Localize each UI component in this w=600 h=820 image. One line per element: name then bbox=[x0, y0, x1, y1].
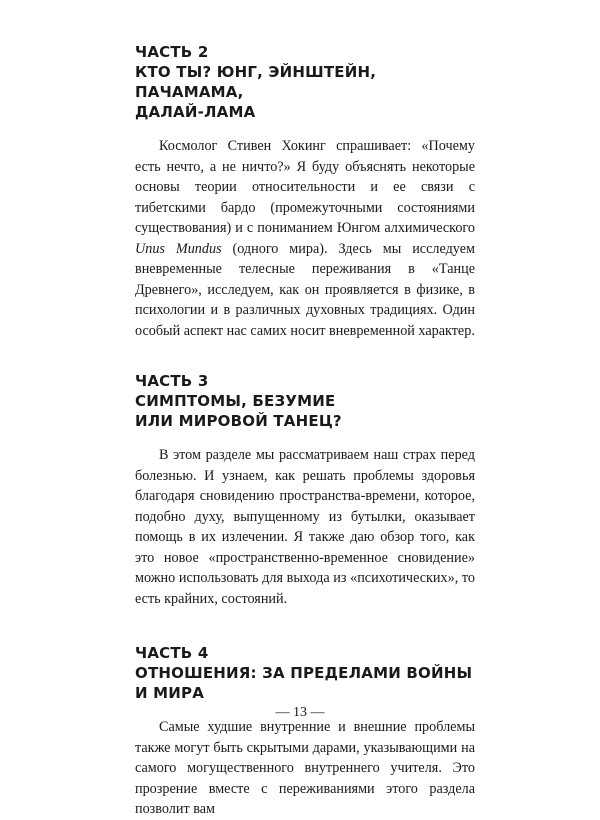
section-part-2 bbox=[135, 42, 475, 341]
body-italic-term: Unus Mundus bbox=[135, 240, 222, 257]
section-title: ОТНОШЕНИЯ: ЗА ПРЕДЕЛАМИ ВОЙНЫ И МИРА bbox=[135, 664, 473, 702]
section-number: ЧАСТЬ 2 bbox=[135, 43, 209, 61]
section-part-4 bbox=[135, 643, 475, 820]
section-number: ЧАСТЬ 3 bbox=[135, 372, 209, 390]
section-number: ЧАСТЬ 4 bbox=[135, 644, 209, 662]
body-text-part: (одного мира). Здесь мы исследуем вневременные телесные переживания в «Танце Древнего», исследуем, как он проявляется в физике, в психологии и в различных духовных традициях. Один особый аспект нас самих носит вневременной характер. bbox=[135, 240, 475, 339]
body-text-part: Космолог Стивен Хокинг спрашивает: «Почему есть нечто, а не ничто?» Я буду объяснять некоторые основы теории относительности и ее связи с тибетскими бардо (промежуточными состояниями существования) и с пониманием Юнгом алхимического bbox=[135, 138, 475, 236]
section-body bbox=[135, 136, 475, 341]
page-content bbox=[135, 42, 475, 820]
section-title: КТО ТЫ? ЮНГ, ЭЙНШТЕЙН, ПАЧАМАМА, ДАЛАЙ-ЛАМА bbox=[135, 63, 377, 121]
section-body: В этом разделе мы рассматриваем наш страх перед болезнью. И узнаем, как решать проблемы здоровья благодаря сновидению пространства-времени, которое, подобно духу, выпущенному из бутылки, оказывает помощь в их излечении. Я также даю обзор того, как это новое «пространственно-временное сновидение» можно использовать для выхода из «психотических», то есть крайних, состояний. bbox=[135, 447, 475, 607]
page-number: — 13 — bbox=[275, 705, 325, 720]
section-part-3 bbox=[135, 371, 475, 609]
section-title: СИМПТОМЫ, БЕЗУМИЕ ИЛИ МИРОВОЙ ТАНЕЦ? bbox=[135, 392, 342, 430]
section-body: Самые худшие внутренние и внешние проблемы также могут быть скрытыми дарами, указывающими на самого могущественного внутреннего учителя. Это прозрение вместе с переживаниями этого раздела позволит вам bbox=[135, 719, 475, 817]
